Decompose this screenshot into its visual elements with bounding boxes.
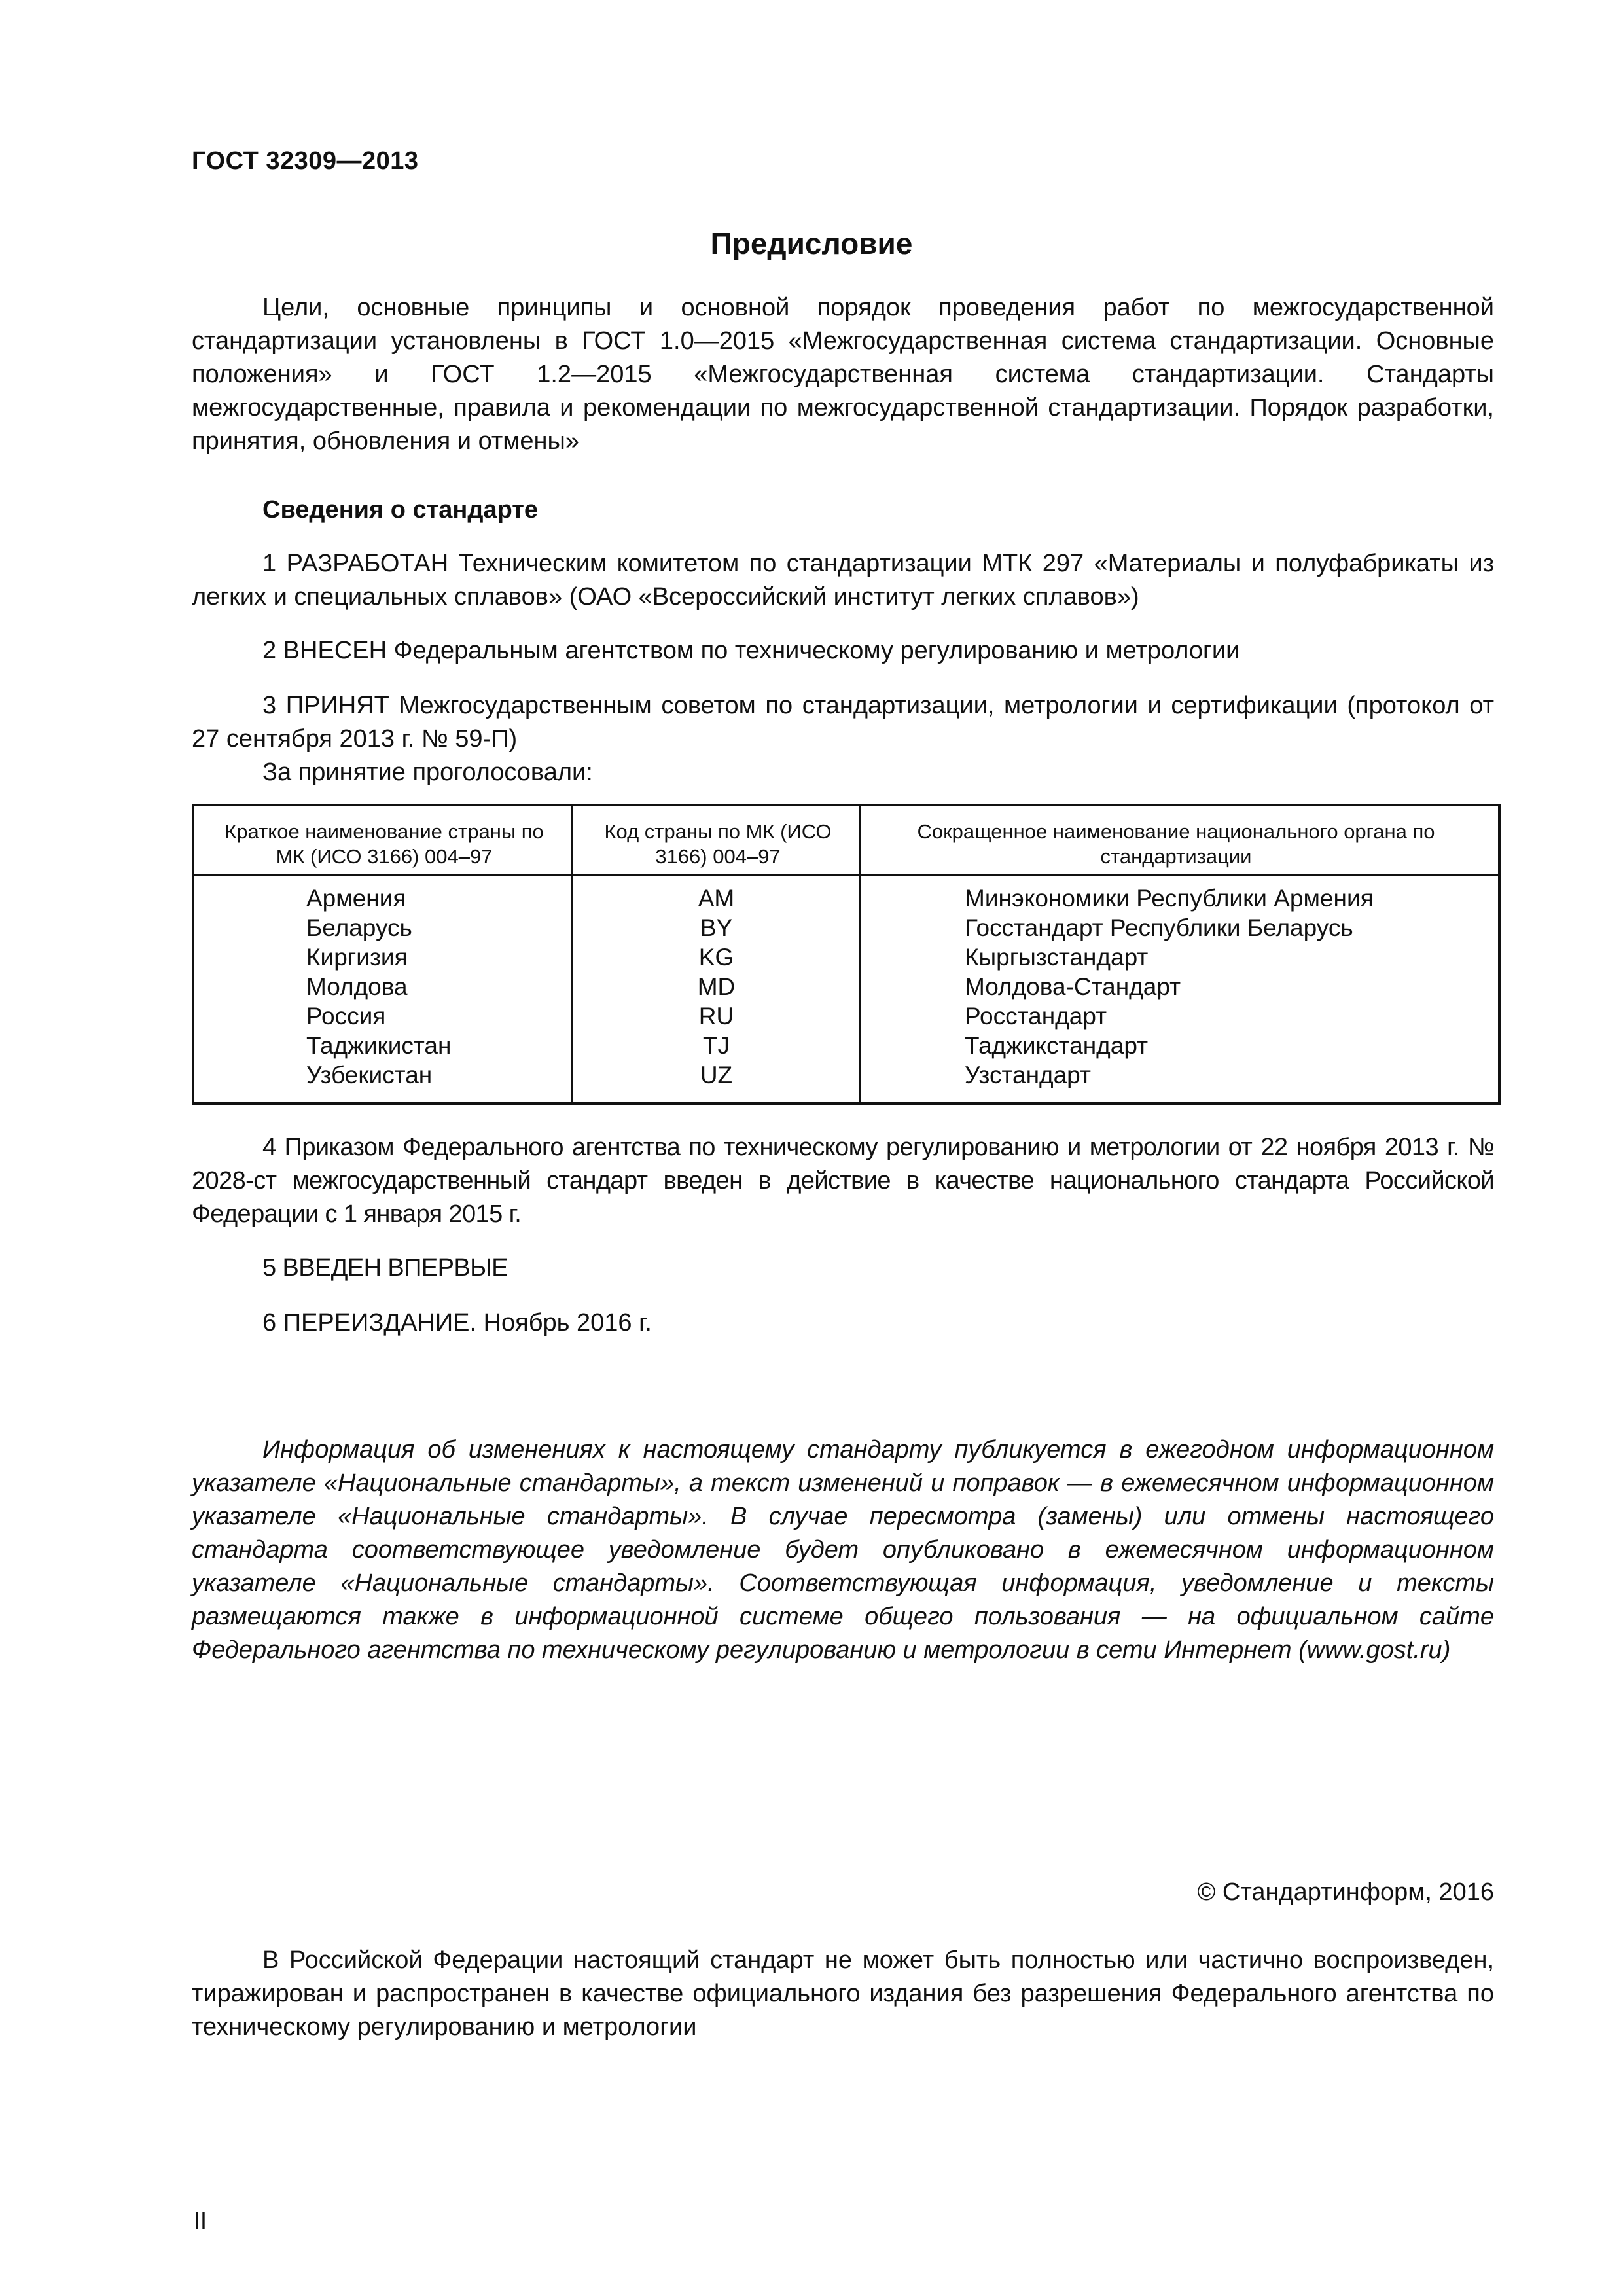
table-cell-code: BY (700, 914, 733, 941)
voting-table (192, 804, 1501, 1105)
table-cell-country: Молдова (306, 973, 408, 1000)
table-cell-country: Армения (306, 885, 406, 912)
table-column-country (306, 884, 451, 1090)
voted-label: За принятие проголосовали: (262, 759, 593, 786)
table-cell-code: KG (698, 944, 734, 971)
table-cell-body: Молдова-Стандарт (965, 973, 1181, 1000)
page-number: II (194, 2207, 207, 2234)
item-4: 4 Приказом Федерального агентства по техническому регулированию и метрологии от 22 ноября 2013 г. № 2028-ст межгосударственный стандарт введен в действие в качестве национального стандарта Российской Федерации с 1 января 2015 г. (192, 1134, 1494, 1228)
table-cell-country: Таджикистан (306, 1032, 452, 1059)
item-6: 6 ПЕРЕИЗДАНИЕ. Ноябрь 2016 г. (262, 1309, 652, 1336)
table-cell-body: Таджикстандарт (965, 1032, 1149, 1059)
section-heading: Сведения о стандарте (262, 496, 539, 524)
item-1: 1 РАЗРАБОТАН Техническим комитетом по стандартизации МТК 297 «Материалы и полуфабрикаты из легких и специальных сплавов» (ОАО «Всероссийский институт легких сплавов») (192, 550, 1494, 611)
table-column-code (574, 884, 859, 1090)
table-divider (571, 806, 573, 1102)
table-cell-code: MD (697, 973, 736, 1000)
table-cell-body: Минэкономики Республики Армения (965, 885, 1374, 912)
table-cell-country: Беларусь (306, 914, 412, 941)
item-5: 5 ВВЕДЕН ВПЕРВЫЕ (262, 1254, 508, 1282)
table-cell-code: TJ (702, 1032, 730, 1059)
table-cell-country: Узбекистан (306, 1062, 433, 1088)
table-cell-code: AM (698, 885, 735, 912)
table-cell-body: Госстандарт Республики Беларусь (965, 914, 1353, 941)
table-divider (859, 806, 861, 1102)
table-header-code: Код страны по МК (ИСО 3166) 004–97 (604, 820, 832, 868)
table-header-divider (194, 874, 1498, 876)
page-title: Предисловие (710, 226, 913, 260)
table-cell-code: RU (698, 1003, 734, 1030)
item-2: 2 ВНЕСЕН Федеральным агентством по техническому регулированию и метрологии (262, 637, 1240, 664)
copyright-notice: © Стандартинформ, 2016 (1197, 1878, 1494, 1906)
table-cell-body: Кыргызстандарт (965, 944, 1149, 971)
item-3: 3 ПРИНЯТ Межгосударственным советом по стандартизации, метрологии и сертификации (протокол от 27 сентября 2013 г. № 59-П) (192, 692, 1494, 753)
table-header-country: Краткое наименование страны по МК (ИСО 3166) 004–97 (224, 820, 544, 868)
document-code: ГОСТ 32309—2013 (192, 147, 419, 175)
table-column-body (965, 884, 1374, 1090)
legal-paragraph: В Российской Федерации настоящий стандарт не может быть полностью или частично воспроизведен, тиражирован и распространен в качестве официального издания без разрешения Федерального агентства по техническому регулированию и метрологии (192, 1946, 1494, 2041)
info-paragraph: Информация об изменениях к настоящему стандарту публикуется в ежегодном информационном указателе «Национальные стандарты», а текст изменений и поправок — в ежемесячном информационном указателе «Национальные стандарты». В случае пересмотра (замены) или отмены настоящего стандарта соответствующее уведомление будет опубликовано в ежемесячном информационном указателе «Национальные стандарты». Соответствующая информация, уведомление и тексты размещаются также в информационной системе общего пользования — на официальном сайте Федерального агентства по техническому регулированию и метрологии в сети Интернет (www.gost.ru) (192, 1436, 1494, 1664)
table-cell-country: Киргизия (306, 944, 408, 971)
table-header-body: Сокращенное наименование национального органа по стандартизации (917, 820, 1435, 868)
table-cell-country: Россия (306, 1003, 386, 1030)
intro-paragraph: Цели, основные принципы и основной порядок проведения работ по межгосударственной стандартизации установлены в ГОСТ 1.0—2015 «Межгосударственная система стандартизации. Основные положения» и ГОСТ 1.2—2015 «Межгосударственная система стандартизации. Стандарты межгосударственные, правила и рекомендации по межгосударственной стандартизации. Порядок разработки, принятия, обновления и отмены» (192, 294, 1494, 455)
table-cell-code: UZ (700, 1062, 733, 1088)
table-cell-body: Росстандарт (965, 1003, 1107, 1030)
table-cell-body: Узстандарт (965, 1062, 1091, 1088)
